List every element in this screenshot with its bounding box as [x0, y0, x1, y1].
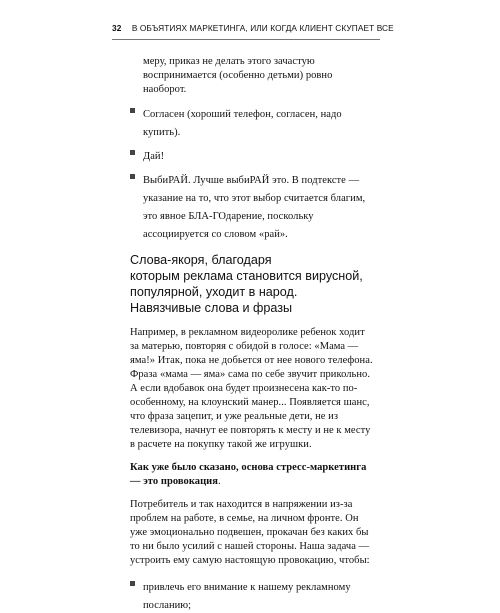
square-bullet-icon — [130, 174, 135, 179]
list-item — [130, 170, 376, 242]
running-header — [112, 23, 394, 40]
section-heading-line: которым реклама становится вирусной, — [130, 269, 363, 283]
body-paragraph: Потребитель и так находится в напряжении из-за проблем на работе, в семье, на личном фронте. Он уже эмоционально подвешен, прокачан без каких бы то ни было усилий с нашей стороны. Наша задача — устроить ему самую настоящую провокацию, чтобы: — [130, 499, 370, 566]
square-bullet-icon — [130, 581, 135, 586]
list-item-text: Дай! — [143, 151, 165, 162]
continued-list-text: меру, приказ не делать этого зачастую воспринимается (особенно детьми) ровно наоборот. — [143, 56, 333, 95]
emphasis-paragraph — [130, 461, 376, 489]
running-title: В ОБЪЯТИЯХ МАРКЕТИНГА, ИЛИ КОГДА КЛИЕНТ СКУПАЕТ ВСЕ — [131, 23, 394, 33]
section-heading-line: Слова-якоря, благодаря — [130, 253, 272, 267]
page-content — [130, 55, 376, 613]
list-item-text: Согласен (хороший телефон, согласен, надо купить). — [143, 109, 342, 138]
list-item — [130, 577, 376, 613]
section-heading-line: Навязчивые слова и фразы — [130, 301, 293, 315]
list-item-text: ВыбиРАЙ. Лучше выбиРАЙ это. В подтексте — указание на то, что этот выбор считается благим, это явное БЛА-ГОдарение, поскольку ассоциируется со словом «рай». — [143, 175, 366, 240]
section-heading — [130, 252, 376, 316]
section-heading-line: популярной, уходит в народ. — [130, 285, 298, 299]
page-number: 32 — [112, 23, 122, 33]
list-item-text: привлечь его внимание к нашему рекламному посланию; — [143, 582, 351, 611]
list-item — [130, 104, 376, 140]
emphasis-period: . — [218, 476, 221, 487]
square-bullet-icon — [130, 150, 135, 155]
square-bullet-icon — [130, 108, 135, 113]
emphasis-text: Как уже было сказано, основа стресс-маркетинга — это провокация — [130, 462, 367, 487]
list-item — [130, 146, 376, 164]
body-paragraph: Например, в рекламном видеоролике ребенок ходит за матерью, повторяя с обидой в голосе: «Мама — яма!» Итак, пока не добьется от нее нового телефона. Фраза «мама — яма» сама по себе звучит прикольно. А если вдобавок она будет произнесена как-то по-особенному, на клоунский манер... Появляется шанс, что фраза зацепит, и уже реальные дети, не из телевизора, начнут ее повторять к месту и не к месту в расчете на покупку такой же игрушки. — [130, 327, 373, 450]
